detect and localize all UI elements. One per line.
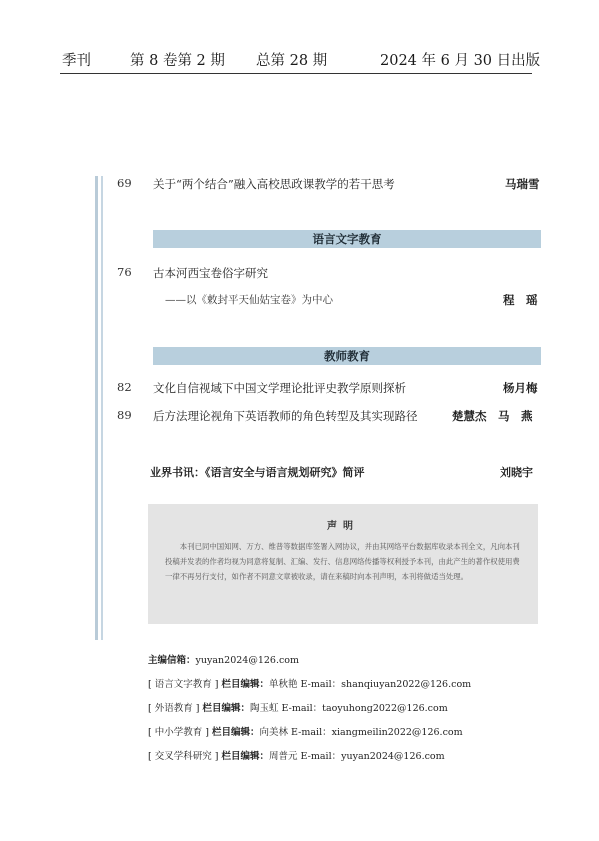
article-author: 程 瑶 [503,293,538,307]
editor-label: 栏目编辑： [202,703,250,714]
column-editor-contact [148,748,445,762]
column-name: [ 交叉学科研究 ] [148,751,219,762]
editor-email[interactable]: shanqiuyan2022@126.com [341,679,472,690]
notice-title: 声明 [327,521,359,532]
page-number: 82 [117,380,132,394]
book-review[interactable]: 业界书讯：《语言安全与语言规划研究》简评 [150,466,365,479]
journal-frequency: 季刊 [62,53,91,69]
column-editor-contact [148,700,448,714]
column-name: [ 中小学教育 ] [148,727,209,738]
editor-email[interactable]: yuyan2024@126.com [341,751,445,762]
page-number: 69 [117,176,132,190]
editor-email[interactable]: xiangmeilin2022@126.com [331,727,463,738]
editor-name: 向美林 [259,727,289,738]
total-issue: 总第 28 期 [256,53,328,69]
running-header [62,47,541,73]
article-author: 杨月梅 [503,381,538,395]
chief-label: 主编信箱： [148,655,196,666]
chief-email[interactable]: yuyan2024@126.com [195,655,300,666]
email-label: E-mail： [300,679,342,690]
page-number: 89 [117,408,132,422]
copyright-notice [148,504,538,624]
notice-body: 本刊已同中国知网、万方、维普等数据库签署入网协议，并由其网络平台数据库收录本刊全文，凡向本刊投稿并发表的作者均视为同意将复制、汇编、发行、信息网络传播等权利授予本刊，由此产生的著作权使用费一律不再另行支付，如作者不同意文章被收录，请在来稿时向本刊声明，本刊将做适当处理。 [165,542,520,581]
section-header-language: 语言文字教育 [153,230,541,248]
editor-label: 栏目编辑： [221,679,269,690]
article-title[interactable]: 古本河西宝卷俗字研究 [153,266,268,280]
editor-name: 周普元 [269,751,298,762]
column-name: [ 外语教育 ] [148,703,200,714]
editor-email[interactable]: taoyuhong2022@126.com [322,703,448,714]
article-title[interactable]: 关于“两个结合”融入高校思政课教学的若干思考 [153,177,395,191]
editor-name: 单秋艳 [269,679,298,690]
column-editor-contact [148,676,471,690]
header-rule [60,73,532,74]
page-number: 76 [117,265,132,279]
decorative-bar [101,176,103,640]
email-label: E-mail： [300,751,342,762]
article-author: 马瑞雪 [505,177,540,191]
review-author: 刘晓宇 [500,466,533,479]
volume-issue: 第 8 卷第 2 期 [130,53,225,69]
column-name: [ 语言文字教育 ] [148,679,219,690]
article-title[interactable]: 后方法理论视角下英语教师的角色转型及其实现路径 [153,409,418,423]
section-header-teacher: 教师教育 [153,347,541,365]
article-author: 楚慧杰 马 燕 [452,409,533,423]
article-subtitle: ——以《敕封平天仙姑宝卷》为中心 [165,294,333,306]
email-label: E-mail： [291,727,332,738]
editor-label: 栏目编辑： [221,751,269,762]
article-title[interactable]: 文化自信视域下中国文学理论批评史教学原则探析 [153,381,406,395]
editor-name: 陶玉虹 [250,703,279,714]
email-label: E-mail： [281,703,323,714]
editor-label: 栏目编辑： [211,727,260,738]
decorative-bar [95,176,98,640]
publication-date: 2024 年 6 月 30 日出版 [380,53,541,69]
column-editor-contact [148,724,463,738]
chief-editor-contact [148,652,299,666]
